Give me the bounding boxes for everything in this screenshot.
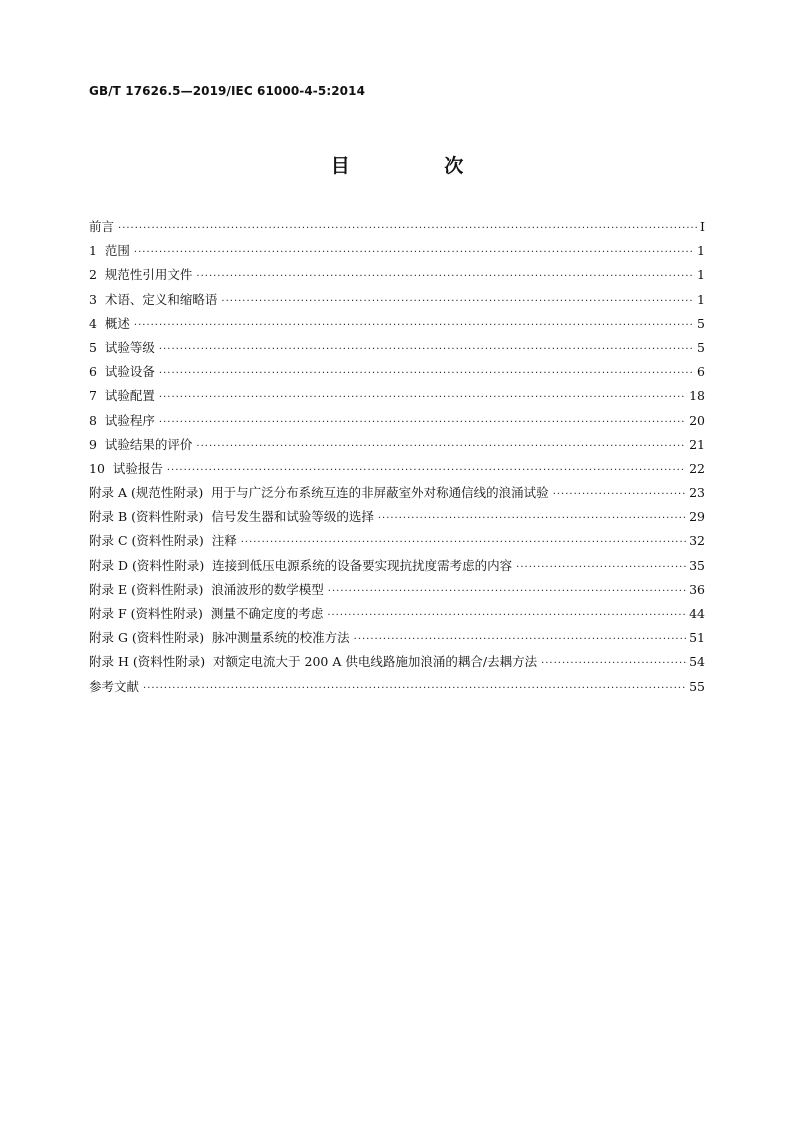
toc-entry[interactable]: [89, 481, 705, 505]
toc-entry[interactable]: [89, 215, 705, 239]
toc-entry[interactable]: [89, 239, 705, 263]
toc-entry-label: 附录 A (规范性附录) 用于与广泛分布系统互连的非屏蔽室外对称通信线的浪涌试验: [89, 485, 549, 501]
toc-entry-label: 2 规范性引用文件: [89, 267, 193, 283]
toc-entry-label: 附录 D (资料性附录) 连接到低压电源系统的设备要实现抗扰度需考虑的内容: [89, 557, 513, 573]
toc-entry-page-number: 32: [689, 533, 705, 549]
toc-entry-page-number: 35: [689, 557, 705, 573]
toc-entry-page-number: 1: [697, 267, 705, 283]
toc-entry-label: 9 试验结果的评价: [89, 436, 193, 452]
toc-entry[interactable]: [89, 360, 705, 384]
toc-entry[interactable]: [89, 529, 705, 553]
toc-entry-page-number: 5: [697, 315, 705, 331]
toc-entry-page-number: Ⅰ: [700, 219, 705, 234]
toc-entry-label: 6 试验设备: [89, 364, 155, 380]
toc-dot-leader: [134, 314, 694, 338]
toc-dot-leader: [196, 265, 694, 289]
toc-dot-leader: [328, 580, 686, 604]
toc-dot-leader: [159, 411, 686, 435]
toc-entry-label: 7 试验配置: [89, 388, 155, 404]
toc-dot-leader: [159, 386, 686, 410]
toc-dot-leader: [241, 531, 686, 555]
toc-entry[interactable]: [89, 263, 705, 287]
toc-entry-label: 1 范围: [89, 243, 130, 259]
toc-dot-leader: [159, 338, 694, 362]
toc-dot-leader: [118, 217, 697, 241]
toc-entry-label: 4 概述: [89, 315, 130, 331]
toc-dot-leader: [143, 677, 686, 701]
toc-dot-leader: [327, 604, 686, 628]
toc-dot-leader: [167, 459, 686, 483]
toc-entry-page-number: 18: [689, 388, 705, 404]
toc-entry[interactable]: [89, 650, 705, 674]
toc-entry[interactable]: [89, 457, 705, 481]
toc-entry-page-number: 36: [689, 581, 705, 597]
toc-entry-page-number: 55: [689, 678, 705, 694]
toc-entry[interactable]: [89, 675, 705, 699]
toc-entry[interactable]: [89, 384, 705, 408]
toc-entry[interactable]: [89, 336, 705, 360]
toc-entry[interactable]: [89, 409, 705, 433]
toc-entry-page-number: 44: [689, 606, 705, 621]
toc-entry-page-number: 29: [689, 509, 705, 525]
toc-entry-page-number: 5: [697, 339, 705, 355]
toc-entry-label: 附录 B (资料性附录) 信号发生器和试验等级的选择: [89, 509, 374, 525]
toc-dot-leader: [159, 362, 694, 386]
toc-entry-label: 8 试验程序: [89, 412, 155, 428]
toc-entry-page-number: 1: [697, 291, 705, 307]
toc-entry-page-number: 6: [697, 364, 705, 380]
toc-entry-label: 附录 C (资料性附录) 注释: [89, 533, 237, 549]
toc-entry-label: 附录 H (资料性附录) 对额定电流大于 200 A 供电线路施加浪涌的耦合/去耦方法: [89, 654, 538, 670]
toc-entry[interactable]: [89, 433, 705, 457]
toc-entry[interactable]: [89, 312, 705, 336]
toc-entry-label: 附录 E (资料性附录) 浪涌波形的数学模型: [89, 581, 324, 597]
toc-entry-label: 10 试验报告: [89, 460, 163, 476]
toc-entry-page-number: 22: [689, 460, 705, 476]
toc-dot-leader: [541, 652, 686, 676]
toc-entry-label: 附录 G (资料性附录) 脉冲测量系统的校准方法: [89, 630, 350, 646]
toc-dot-leader: [134, 241, 694, 265]
toc-title: 目 次: [330, 155, 508, 177]
toc-entry-page-number: 21: [689, 436, 705, 452]
toc-dot-leader: [378, 507, 686, 531]
toc-entry-label: 附录 F (资料性附录) 测量不确定度的考虑: [89, 606, 324, 621]
toc-entry-label: 前言: [89, 219, 115, 234]
toc-entry-page-number: 1: [697, 243, 705, 259]
toc-entry[interactable]: [89, 626, 705, 650]
standard-number-header: GB/T 17626.5—2019/IEC 61000-4-5:2014: [89, 84, 366, 98]
toc-entry-page-number: 51: [689, 630, 705, 646]
toc-entry[interactable]: [89, 505, 705, 529]
toc-entry[interactable]: [89, 288, 705, 312]
toc-entry-label: 5 试验等级: [89, 339, 155, 355]
toc-entry[interactable]: [89, 554, 705, 578]
toc-list: [89, 215, 705, 699]
toc-dot-leader: [354, 628, 686, 652]
toc-entry[interactable]: [89, 578, 705, 602]
toc-dot-leader: [516, 556, 686, 580]
toc-entry-label: 3 术语、定义和缩略语: [89, 291, 218, 307]
toc-entry-page-number: 20: [689, 412, 705, 428]
toc-entry[interactable]: [89, 602, 705, 626]
toc-entry-page-number: 23: [689, 485, 705, 501]
toc-dot-leader: [553, 483, 686, 507]
toc-dot-leader: [196, 435, 686, 459]
toc-dot-leader: [221, 290, 694, 314]
toc-entry-page-number: 54: [689, 654, 705, 670]
toc-entry-label: 参考文献: [89, 678, 140, 694]
